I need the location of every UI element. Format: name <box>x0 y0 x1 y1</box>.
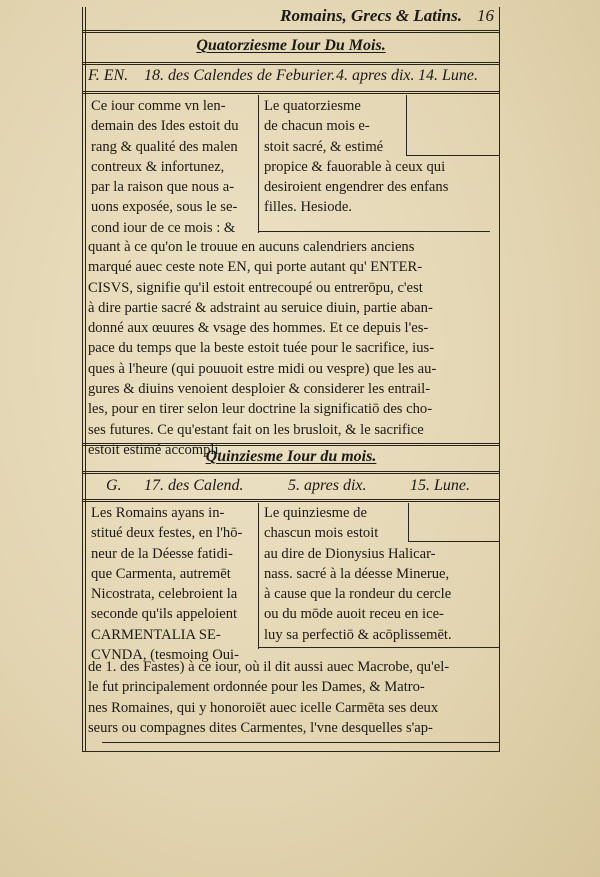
day-14-column-divider <box>258 95 259 233</box>
text-line: quant à ce qu'on le trouue en aucuns calendriers anciens <box>88 239 415 255</box>
day-14-calends: 18. des Calendes de Feburier. <box>144 67 336 84</box>
text-line: de chacun mois e- <box>264 118 370 135</box>
day-14-after: 4. apres dix. <box>336 67 415 84</box>
day-15-heading-rule <box>82 471 500 474</box>
day-15-left-column <box>91 503 257 665</box>
text-line: au dire de Dionysius Halicar- <box>264 545 436 562</box>
text-line: gures & diuins venoient desploier & considerer les entrail- <box>88 381 431 398</box>
text-line: que Carmenta, autremēt <box>91 565 231 582</box>
bottom-frame-rule <box>82 751 500 752</box>
day-15-letter: G. <box>106 477 122 494</box>
header-rule <box>82 30 500 33</box>
text-line: Les Romains ayans in- <box>91 505 225 521</box>
day-14-letter: F. EN. <box>88 67 129 84</box>
text-line: à cause que la rondeur du cercle <box>264 586 452 603</box>
day-14-right-column <box>264 96 496 218</box>
text-line: marqué auec ceste note EN, qui porte autant qu' ENTER- <box>88 259 423 276</box>
text-line: propice & fauorable à ceux qui <box>264 158 446 175</box>
day-14-heading-rule <box>82 62 500 65</box>
day-15-calends: 17. des Calend. <box>144 477 244 494</box>
text-frame <box>82 7 500 752</box>
text-line: nes Romaines, qui y honoroiēt auec icelle Carmēta ses deux <box>88 699 439 716</box>
text-line: chascun mois estoit <box>264 525 379 542</box>
text-line: ou du mōde auoit receu en ice- <box>264 606 444 623</box>
text-line: seurs ou compagnes dites Carmentes, l'vne desquelles s'ap- <box>88 719 433 736</box>
text-line: CVNDA, (tesmoing Oui- <box>91 647 239 664</box>
text-line: CARMENTALIA SE- <box>91 626 221 643</box>
text-line: estoit estimé accompli. <box>88 441 223 458</box>
text-line: luy sa perfectiō & acōplissemēt. <box>264 626 452 643</box>
text-line: contreux & infortunez, <box>91 158 225 175</box>
frame-left-line-inner <box>85 7 86 752</box>
text-line: Le quinziesme de <box>264 505 367 521</box>
text-line: stoit sacré, & estimé <box>264 138 384 155</box>
running-title: Romains, Grecs & Latins. <box>280 6 462 25</box>
text-line: desiroient engendrer des enfans <box>264 179 449 196</box>
text-line: neur de la Déesse fatidi- <box>91 545 233 562</box>
day-15-right-column-rule <box>258 647 499 648</box>
text-line: à dire partie sacré & adstraint au seruice diuin, partie aban- <box>88 299 433 316</box>
day-15-top-rule <box>82 443 500 446</box>
day-14-heading: Quatorziesme Iour Du Mois. <box>196 37 386 54</box>
day-14-right-column-rule <box>258 231 490 232</box>
text-line: Ce iour comme vn len- <box>91 98 226 114</box>
page-number: 16 <box>477 6 494 25</box>
day-15-after: 5. apres dix. <box>288 477 367 494</box>
day-15-calendar-rule <box>82 499 500 502</box>
text-line: uons exposée, sous le se- <box>91 199 238 216</box>
day-15-moon: 15. Lune. <box>410 477 470 494</box>
text-line: les, pour en tirer selon leur doctrine la significatiō des cho- <box>88 401 433 418</box>
text-line: ses futures. Ce qu'estant fait on les brusloit, & le sacrifice <box>88 421 424 438</box>
day-15-column-divider <box>258 503 259 649</box>
day-15-right-column <box>264 503 496 645</box>
text-line: par la raison que nous a- <box>91 179 235 196</box>
text-line: seconde qu'ils appeloient <box>91 606 238 623</box>
text-line: Le quatorziesme <box>264 98 361 114</box>
text-line: filles. Hesiode. <box>264 199 352 216</box>
text-line: le fut principalement ordonnée pour les Dames, & Matro- <box>88 679 425 696</box>
text-line: pace du temps que la beste estoit tuée pour le sacrifice, ius- <box>88 340 435 357</box>
day-14-left-column <box>91 96 257 238</box>
bottom-rule <box>102 742 500 743</box>
text-line: nass. sacré à la déesse Minerue, <box>264 565 450 582</box>
day-15-continuation <box>88 657 494 738</box>
day-14-continuation <box>88 237 494 460</box>
text-line: demain des Ides estoit du <box>91 118 239 135</box>
day-14-moon: 14. Lune. <box>418 67 478 84</box>
text-line: donné aux œuures & vsage des hommes. Et ce depuis l'es- <box>88 320 429 337</box>
day-14-calendar-rule <box>82 91 500 94</box>
frame-left-line <box>82 7 83 752</box>
text-line: de 1. des Fastes) à ce iour, où il dit aussi auec Macrobe, qu'el- <box>88 659 450 675</box>
text-line: rang & qualité des malen <box>91 138 238 155</box>
text-line: CISVS, signifie qu'il estoit entrecoupé ou entrerōpu, c'est <box>88 279 423 296</box>
text-line: ques à l'heure (qui pouuoit estre midi ou vespre) que les au- <box>88 360 437 377</box>
text-line: Nicostrata, celebroient la <box>91 586 238 603</box>
text-line: cond iour de ce mois : & <box>91 219 236 236</box>
day-15-heading: Quinziesme Iour du mois. <box>205 448 377 465</box>
text-line: stitué deux festes, en l'hō- <box>91 525 243 542</box>
